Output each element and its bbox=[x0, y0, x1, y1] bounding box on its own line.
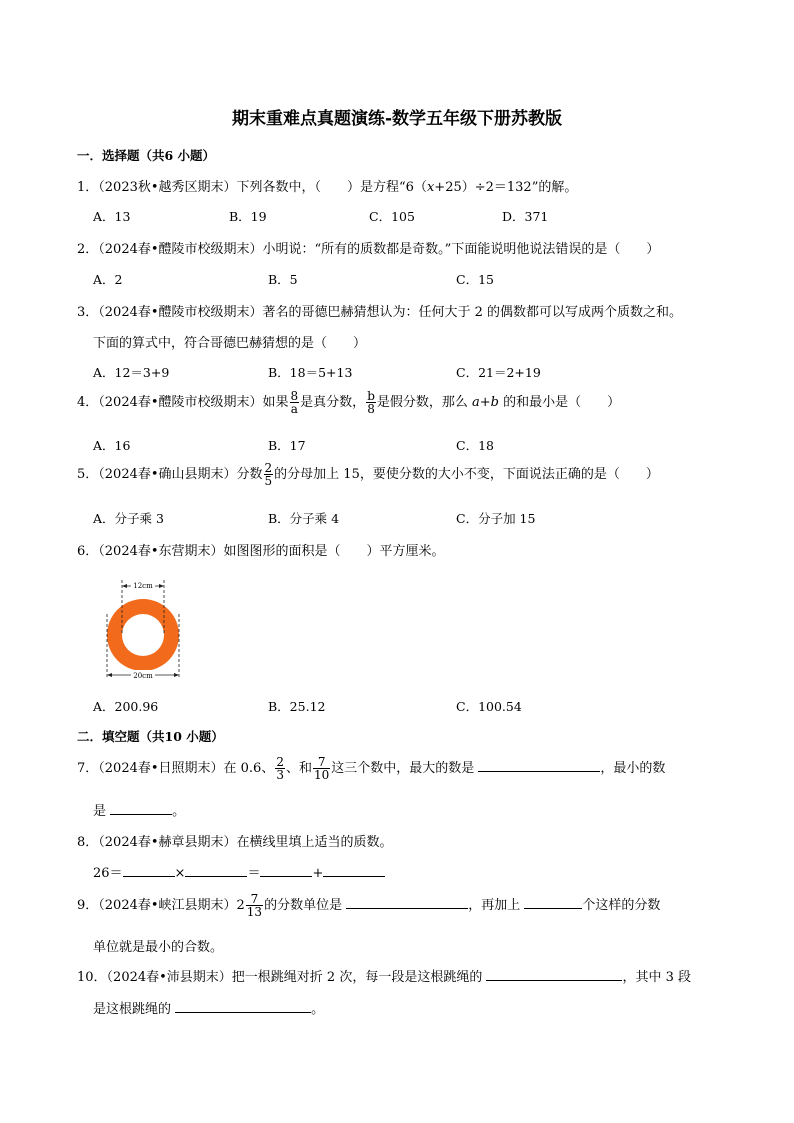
fraction-2-over-3 bbox=[275, 756, 285, 781]
question-9-mid: 的分数单位是 bbox=[264, 898, 347, 913]
answer-blank-unit[interactable] bbox=[346, 896, 468, 909]
question-7 bbox=[77, 756, 665, 781]
question-7-line-2 bbox=[93, 800, 185, 819]
question-10-prefix: 10．（2024春•沛县期末）把一根跳绳对折 2 次，每一段是这根跳绳的 bbox=[77, 970, 487, 985]
q2-option-b[interactable]: B．5 bbox=[268, 272, 298, 287]
question-10-suffix: ，其中 3 段 bbox=[622, 970, 692, 985]
section-heading-fill: 二．填空题（共10 小题） bbox=[77, 729, 224, 744]
q1-option-c[interactable]: C．105 bbox=[369, 209, 415, 224]
q5-option-b[interactable]: B．分子乘 4 bbox=[268, 511, 340, 526]
fraction-numerator: b bbox=[367, 389, 375, 403]
q6-option-c[interactable]: C．100.54 bbox=[456, 699, 522, 714]
equals-sign: ＝ bbox=[247, 866, 261, 881]
question-9-prefix: 9．（2024春•峡江县期末）2 bbox=[77, 898, 245, 913]
question-4-suffix: 的和最小是（ ） bbox=[498, 395, 621, 410]
arrow-left-icon bbox=[122, 584, 127, 588]
q6-option-a[interactable]: A．200.96 bbox=[93, 699, 159, 714]
question-9-suffix: 个这样的分数 bbox=[582, 898, 661, 913]
fraction-denominator: a bbox=[290, 402, 298, 416]
question-3-line-1: 3．（2024春•醴陵市校级期末）著名的哥德巴赫猜想认为：任何大于 2 的偶数都可以写成两个质数之和。 bbox=[77, 305, 683, 320]
question-5-suffix: 的分母加上 15，要使分数的大小不变，下面说法正确的是（ ） bbox=[274, 467, 659, 482]
fraction-b-over-8 bbox=[366, 390, 376, 415]
question-8: 8．（2024春•赫章县期末）在横线里填上适当的质数。 bbox=[77, 835, 393, 850]
answer-blank-three-segments[interactable] bbox=[175, 1000, 311, 1013]
q6-option-b[interactable]: B．25.12 bbox=[268, 699, 326, 714]
question-1-prefix: 1．（2023秋•越秀区期末）下列各数中，（ ）是方程“6（ bbox=[77, 180, 427, 195]
answer-blank-addend-1[interactable] bbox=[260, 864, 312, 877]
section-heading-choice: 一．选择题（共6 小题） bbox=[77, 148, 216, 163]
fraction-numerator: 8 bbox=[290, 389, 299, 403]
question-10 bbox=[77, 966, 691, 985]
fraction-numerator: 2 bbox=[276, 755, 284, 769]
answer-blank-factor-1[interactable] bbox=[123, 864, 175, 877]
fraction-denominator: 5 bbox=[264, 474, 273, 488]
question-7-line-2-prefix: 是 bbox=[93, 804, 111, 819]
q3-option-a[interactable]: A．12＝3+9 bbox=[93, 365, 170, 380]
q5-option-c[interactable]: C．分子加 15 bbox=[456, 511, 536, 526]
question-7-suffix: ，最小的数 bbox=[600, 761, 666, 776]
question-5 bbox=[77, 462, 659, 487]
q4-option-c[interactable]: C．18 bbox=[456, 438, 494, 453]
plus-sign: + bbox=[312, 866, 324, 881]
equation-start: 26＝ bbox=[93, 866, 123, 881]
fraction-7-over-10 bbox=[313, 756, 330, 781]
question-4-mid: 是真分数， bbox=[300, 395, 366, 410]
answer-blank-factor-2[interactable] bbox=[185, 864, 247, 877]
q1-option-b[interactable]: B．19 bbox=[229, 209, 267, 224]
fraction-numerator: 2 bbox=[264, 461, 273, 475]
inner-diameter-label: 12cm bbox=[133, 582, 153, 590]
answer-blank-count[interactable] bbox=[524, 896, 582, 909]
question-9-line-2: 单位就是最小的合数。 bbox=[93, 940, 224, 955]
fraction-denominator: 8 bbox=[367, 402, 375, 416]
fraction-2-over-5 bbox=[264, 462, 274, 487]
q5-option-a[interactable]: A．分子乘 3 bbox=[93, 511, 164, 526]
fraction-denominator: 3 bbox=[276, 768, 284, 782]
question-4-variable: a+b bbox=[472, 395, 499, 410]
question-5-prefix: 5．（2024春•确山县期末）分数 bbox=[77, 467, 263, 482]
answer-blank-addend-2[interactable] bbox=[323, 864, 385, 877]
page-title: 期末重难点真题演练-数学五年级下册苏教版 bbox=[231, 109, 563, 129]
question-6: 6．（2024春•东营期末）如图图形的面积是（ ）平方厘米。 bbox=[77, 544, 445, 559]
question-1-variable: x bbox=[426, 180, 435, 195]
q1-option-d[interactable]: D．371 bbox=[502, 209, 549, 224]
question-1 bbox=[77, 176, 577, 195]
arrow-left-icon bbox=[107, 673, 112, 677]
question-10-line-2-suffix: 。 bbox=[311, 1002, 325, 1017]
ring-figure bbox=[100, 574, 186, 684]
answer-blank-largest[interactable] bbox=[478, 759, 600, 772]
question-10-line-2-prefix: 是这根跳绳的 bbox=[93, 1002, 176, 1017]
arrow-right-icon bbox=[159, 584, 164, 588]
question-3-line-2: 下面的算式中，符合哥德巴赫猜想的是（ ） bbox=[93, 336, 367, 351]
question-9-mid2: ，再加上 bbox=[468, 898, 525, 913]
answer-blank-one-segment[interactable] bbox=[486, 968, 622, 981]
q3-option-c[interactable]: C．21＝2+19 bbox=[456, 365, 541, 380]
question-4 bbox=[77, 390, 620, 415]
fraction-8-over-a bbox=[290, 390, 300, 415]
question-1-suffix: +25）÷2＝132”的解。 bbox=[434, 180, 578, 195]
question-7-mid2: 这三个数中，最大的数是 bbox=[331, 761, 479, 776]
q3-option-b[interactable]: B．18＝5+13 bbox=[268, 365, 353, 380]
question-7-prefix: 7．（2024春•日照期末）在 0.6、 bbox=[77, 761, 275, 776]
question-8-equation bbox=[93, 862, 385, 881]
question-2: 2．（2024春•醴陵市校级期末）小明说：“所有的质数都是奇数。”下面能说明他说法错误的是（ ） bbox=[77, 242, 660, 257]
fraction-numerator: 7 bbox=[246, 893, 263, 906]
fraction-denominator: 10 bbox=[314, 768, 330, 782]
question-4-mid2: 是假分数，那么 bbox=[376, 395, 473, 410]
question-9 bbox=[77, 893, 660, 918]
q4-option-b[interactable]: B．17 bbox=[268, 438, 306, 453]
q4-option-a[interactable]: A．16 bbox=[93, 438, 131, 453]
outer-diameter-label: 20cm bbox=[133, 672, 153, 680]
fraction-7-over-13 bbox=[246, 893, 263, 918]
question-4-prefix: 4．（2024春•醴陵市校级期末）如果 bbox=[77, 395, 289, 410]
question-10-line-2 bbox=[93, 998, 324, 1017]
question-7-line-2-suffix: 。 bbox=[172, 804, 186, 819]
q1-option-a[interactable]: A．13 bbox=[93, 209, 131, 224]
inner-circle bbox=[122, 614, 164, 656]
q2-option-c[interactable]: C．15 bbox=[456, 272, 494, 287]
arrow-right-icon bbox=[174, 673, 179, 677]
question-7-mid: 、和 bbox=[285, 761, 312, 776]
q2-option-a[interactable]: A．2 bbox=[93, 272, 123, 287]
times-sign: × bbox=[174, 866, 186, 881]
fraction-denominator: 13 bbox=[246, 905, 263, 919]
answer-blank-smallest[interactable] bbox=[110, 802, 172, 815]
fraction-numerator: 7 bbox=[313, 756, 330, 769]
